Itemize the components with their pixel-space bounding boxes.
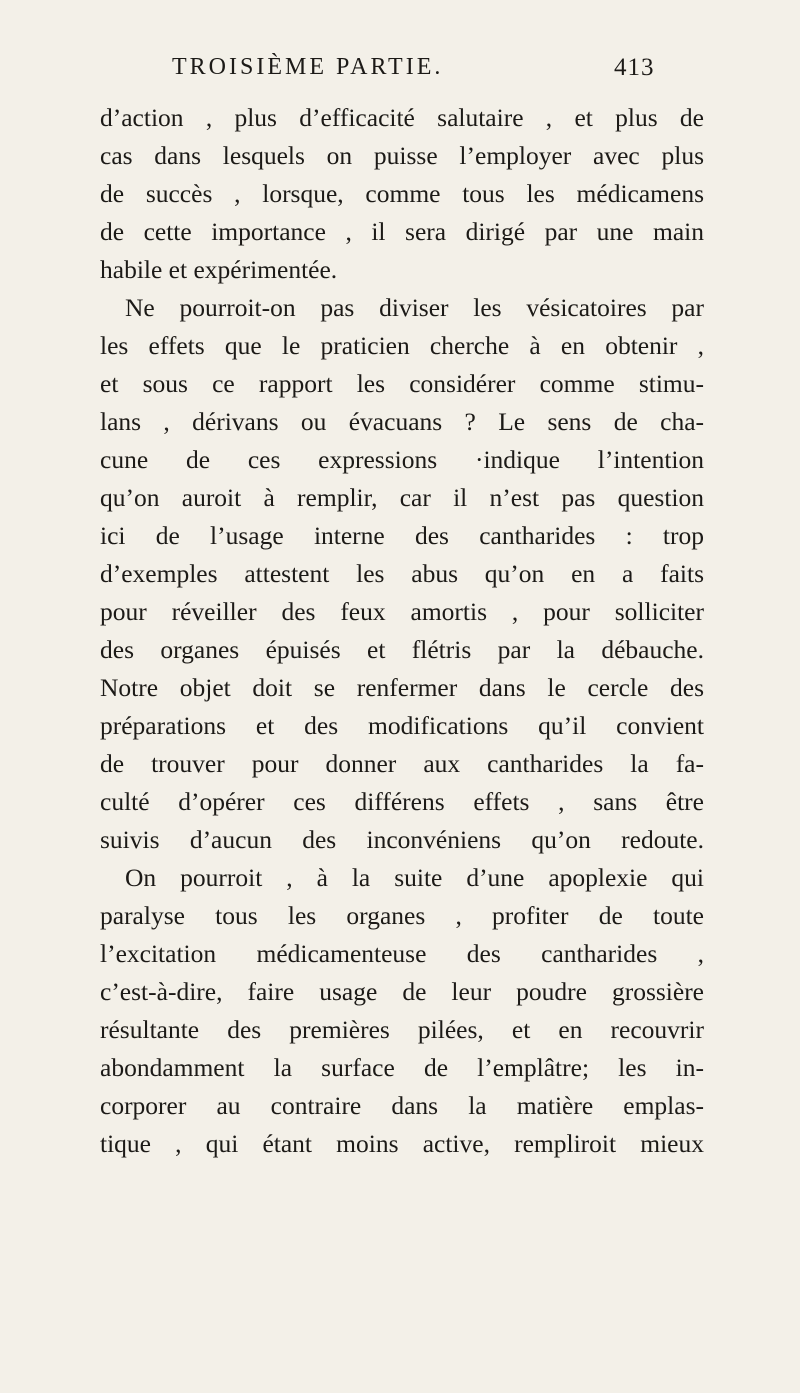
text-line: préparations et des modifications qu’il convient [100,711,704,740]
text-line: Ne pourroit-on pas diviser les vésicatoires par [125,293,704,322]
text-line: suivis d’aucun des inconvéniens qu’on redoute. [100,825,704,854]
text-line: c’est-à-dire, faire usage de leur poudre grossière [100,977,704,1006]
text-line: habile et expérimentée. [100,255,338,284]
text-line: cas dans lesquels on puisse l’employer avec plus [100,141,704,170]
text-line: et sous ce rapport les considérer comme stimu- [100,369,704,398]
text-line: d’exemples attestent les abus qu’on en a faits [100,559,704,588]
text-line: lans , dérivans ou évacuans ? Le sens de cha- [100,407,704,436]
text-line: de trouver pour donner aux cantharides la fa- [100,749,704,778]
text-line: pour réveiller des feux amortis , pour solliciter [100,597,704,626]
page-number: 413 [614,54,655,81]
text-line: culté d’opérer ces différens effets , sans être [100,787,704,816]
text-line: d’action , plus d’efficacité salutaire , et plus de [100,103,704,132]
text-line: qu’on auroit à remplir, car il n’est pas question [100,483,704,512]
text-line: corporer au contraire dans la matière emplas- [100,1091,704,1120]
text-line: abondamment la surface de l’emplâtre; les in- [100,1053,704,1082]
text-line: cune de ces expressions ·indique l’intention [100,445,704,474]
text-line: On pourroit , à la suite d’une apoplexie qui [125,863,704,892]
running-title: TROISIÈME PARTIE. [172,54,444,80]
text-line: résultante des premières pilées, et en recouvrir [100,1015,704,1044]
text-line: l’excitation médicamenteuse des cantharides , [100,939,704,968]
running-head [172,54,702,94]
text-line: paralyse tous les organes , profiter de toute [100,901,704,930]
text-line: les effets que le praticien cherche à en obtenir , [100,331,704,360]
text-line: ici de l’usage interne des cantharides : trop [100,521,704,550]
text-line: de succès , lorsque, comme tous les médicamens [100,179,704,208]
text-line: des organes épuisés et flétris par la débauche. [100,635,704,664]
text-line: tique , qui étant moins active, rempliroit mieux [100,1129,704,1158]
text-line: de cette importance , il sera dirigé par une main [100,217,704,246]
text-line: Notre objet doit se renfermer dans le cercle des [100,673,704,702]
